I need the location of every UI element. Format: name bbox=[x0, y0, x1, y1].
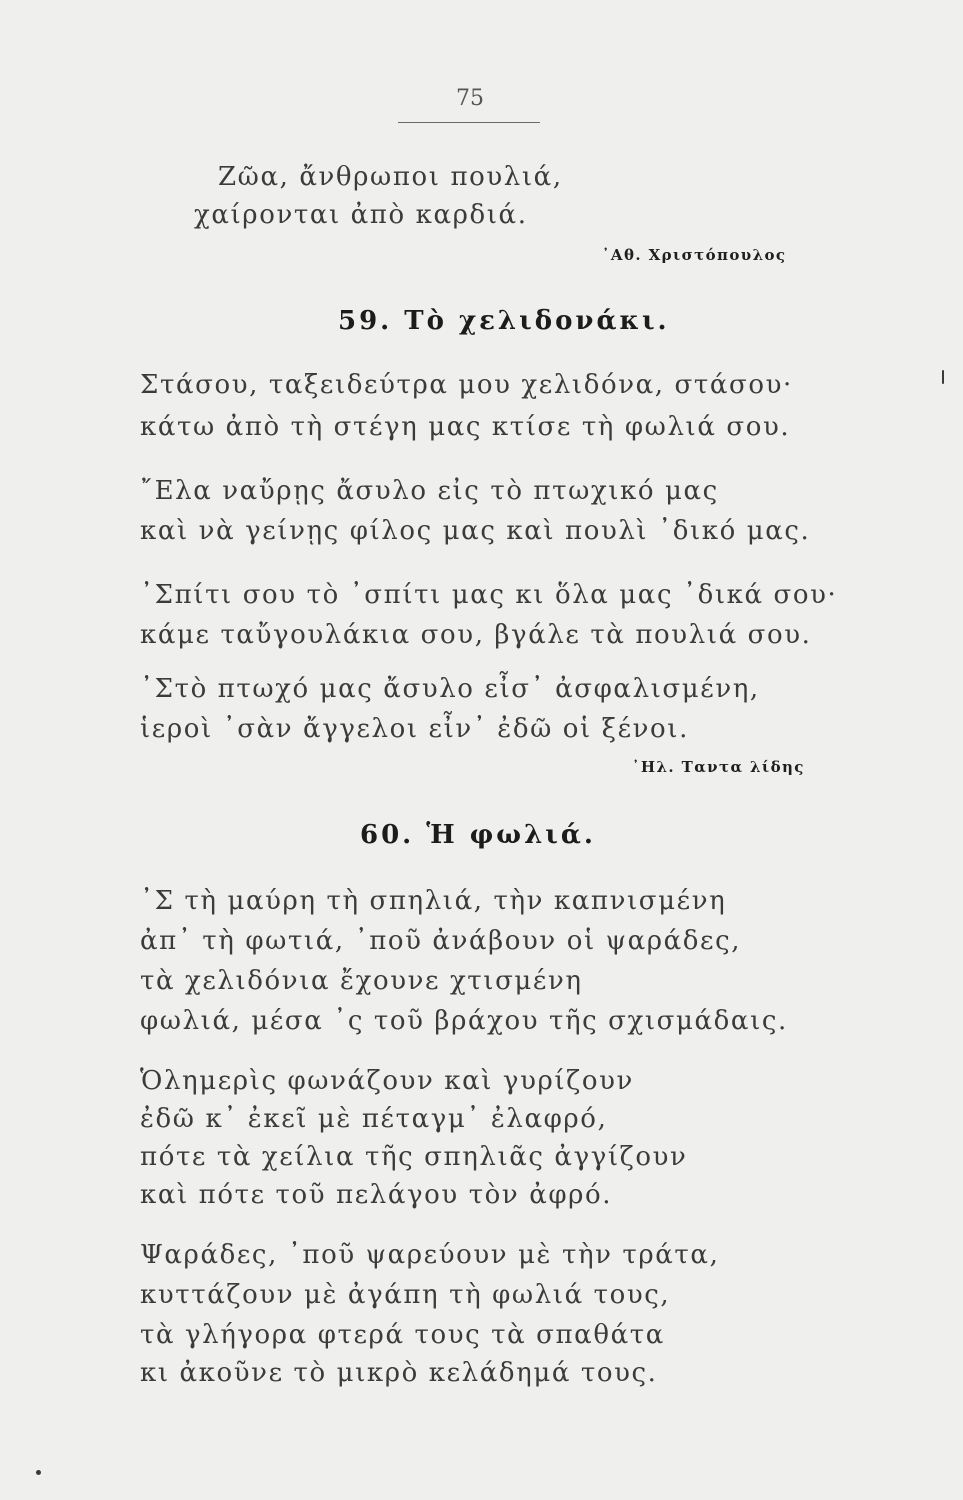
poem60-line-11: τὰ γλήγορα φτερά τους τὰ σπαθάτα bbox=[140, 1320, 665, 1350]
poem60-title: 60. Ἡ φωλιά. bbox=[360, 820, 596, 850]
poem60-line-3: τὰ χελιδόνια ἔχουνε χτισμένη bbox=[140, 966, 583, 996]
header-rule bbox=[398, 122, 540, 123]
poem60-line-7: πότε τὰ χείλια τῆς σπηλιᾶς ἀγγίζουν bbox=[140, 1142, 688, 1172]
poem59-line-4: καὶ νὰ γείνῃς φίλος μας καὶ πουλὶ ᾿δικό μας. bbox=[140, 516, 811, 546]
poem60-line-8: καὶ πότε τοῦ πελάγου τὸν ἀφρό. bbox=[140, 1180, 613, 1210]
poem59-author: ᾿Ηλ. Ταντα λίδης bbox=[632, 758, 805, 776]
poem59-title: 59. Τὸ χελιδονάκι. bbox=[338, 306, 670, 336]
scan-speck bbox=[36, 1470, 41, 1475]
intro-line-2: χαίρονται ἀπὸ καρδιά. bbox=[194, 200, 528, 230]
poem59-line-7: ᾿Στὸ πτωχό μας ἄσυλο εἶσ᾿ ἀσφαλισμένη, bbox=[140, 674, 760, 704]
poem59-line-1: Στάσου, ταξειδεύτρα μου χελιδόνα, στάσου· bbox=[140, 370, 793, 400]
poem60-line-10: κυττάζουν μὲ ἀγάπη τὴ φωλιά τους, bbox=[140, 1280, 671, 1310]
poem59-line-5: ᾿Σπίτι σου τὸ ᾿σπίτι μας κι ὅλα μας ᾿δικά σου· bbox=[140, 580, 838, 610]
poem60-line-6: ἐδῶ κ᾿ ἐκεῖ μὲ πέταγμ᾿ ἐλαφρό, bbox=[140, 1104, 608, 1134]
poem60-line-9: Ψαράδες, ᾿ποῦ ψαρεύουν μὲ τὴν τράτα, bbox=[140, 1240, 720, 1270]
scan-speck bbox=[942, 370, 944, 384]
poem59-line-3: ῎Ελα ναὔρῃς ἄσυλο εἰς τὸ πτωχικό μας bbox=[140, 476, 719, 506]
poem60-line-1: ᾿Σ τὴ μαύρη τὴ σπηλιά, τὴν καπνισμένη bbox=[140, 886, 727, 916]
page-number: 75 bbox=[456, 86, 484, 111]
poem60-line-4: φωλιά, μέσα ᾿ς τοῦ βράχου τῆς σχισμάδαις. bbox=[140, 1006, 788, 1036]
intro-line-1: Ζῶα, ἄνθρωποι πουλιά, bbox=[218, 162, 563, 192]
intro-author: ᾿Αθ. Χριστόπουλος bbox=[602, 246, 787, 264]
poem59-line-8: ἱεροὶ ᾿σὰν ἄγγελοι εἶν᾿ ἐδῶ οἱ ξένοι. bbox=[140, 714, 689, 744]
poem60-line-12: κι ἀκοῦνε τὸ μικρὸ κελάδημά τους. bbox=[140, 1358, 658, 1388]
poem59-line-6: κάμε ταὔγουλάκια σου, βγάλε τὰ πουλιά σου. bbox=[140, 620, 812, 650]
poem59-line-2: κάτω ἀπὸ τὴ στέγη μας κτίσε τὴ φωλιά σου. bbox=[140, 412, 791, 442]
poem60-line-2: ἀπ᾿ τὴ φωτιά, ᾿ποῦ ἀνάβουν οἱ ψαράδες, bbox=[140, 926, 742, 956]
poem60-line-5: Ὁλημερὶς φωνάζουν καὶ γυρίζουν bbox=[140, 1066, 634, 1096]
